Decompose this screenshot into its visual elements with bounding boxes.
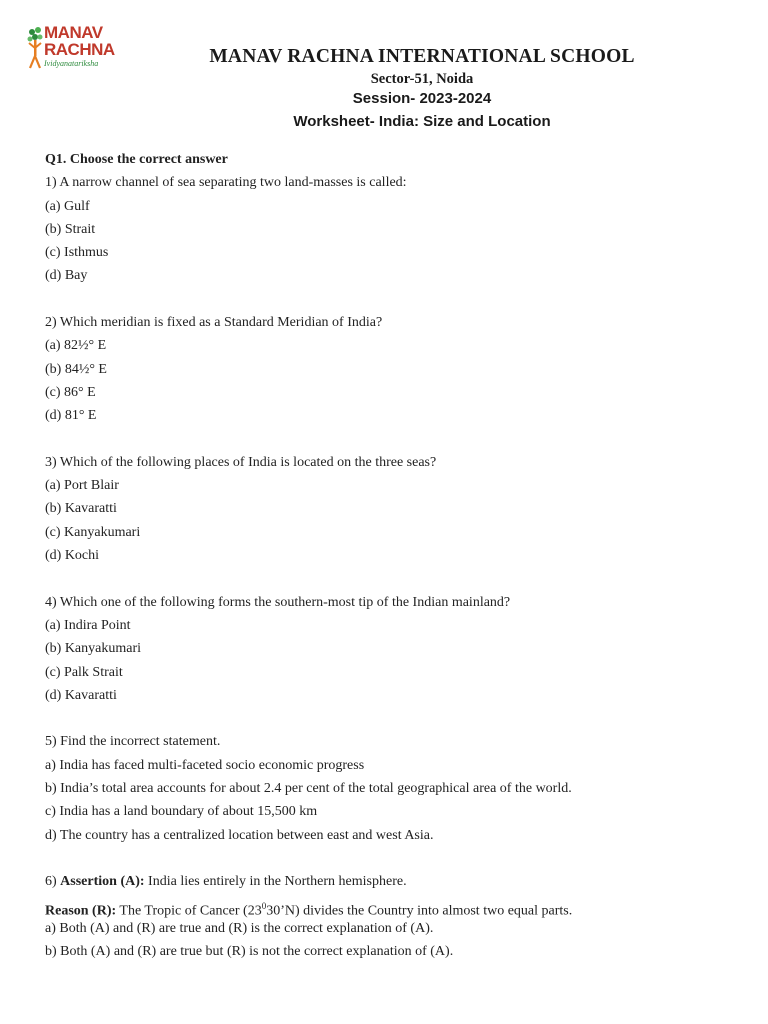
option: (b) 84½° E xyxy=(45,361,107,377)
question-4: 4) Which one of the following forms the southern-most tip of the Indian mainland? xyxy=(45,594,511,610)
option: (d) Kochi xyxy=(45,548,100,564)
school-name: MANAV RACHNA INTERNATIONAL SCHOOL xyxy=(209,46,635,67)
option: (c) Palk Strait xyxy=(45,664,123,680)
question-3: 3) Which of the following places of India is located on the three seas? xyxy=(45,454,437,470)
logo-tagline: Ividyanatariksha xyxy=(44,59,99,68)
worksheet-body xyxy=(45,150,745,965)
option: (d) Kavaratti xyxy=(45,687,117,703)
question-6-reason: Reason (R): The Tropic of Cancer $(23^030’N)$ divides the Country into almost two equal parts. xyxy=(45,900,573,919)
option: b) Both (A) and (R) are true but (R) is not the correct explanation of (A). xyxy=(45,944,454,960)
option: d) The country has a centralized location between east and west Asia. xyxy=(45,827,434,843)
question-2: 2) Which meridian is fixed as a Standard Meridian of India? xyxy=(45,315,383,331)
assertion-label: Assertion (A): xyxy=(60,874,145,890)
worksheet-title: Worksheet- India: Size and Location xyxy=(293,113,551,130)
option: (a) Port Blair xyxy=(45,478,119,494)
section-heading: Q1. Choose the correct answer xyxy=(45,152,228,167)
school-location: Sector-51, Noida xyxy=(370,71,474,87)
question-5: 5) Find the incorrect statement. xyxy=(45,734,221,750)
option: (b) Kavaratti xyxy=(45,501,117,517)
session-title: Session- 2023-2024 xyxy=(352,90,492,107)
reason-label: Reason (R): xyxy=(45,903,117,919)
option: c) India has a land boundary of about 15,500 km xyxy=(45,804,318,820)
option: (a) Indira Point xyxy=(45,617,131,633)
question-1: 1) A narrow channel of sea separating two land-masses is called: xyxy=(45,175,407,191)
option: (c) 86° E xyxy=(45,384,96,400)
option: (d) 81° E xyxy=(45,408,97,424)
option: b) India’s total area accounts for about 2.4 per cent of the total geographical area of the world. xyxy=(45,781,572,797)
option: (d) Bay xyxy=(45,268,88,284)
option: a) India has faced multi-faceted socio economic progress xyxy=(45,757,365,773)
logo-line1: MANAV xyxy=(44,23,103,42)
question-6-assertion: 6) Assertion (A): India lies entirely in the Northern hemisphere. xyxy=(45,874,407,890)
option: (c) Isthmus xyxy=(45,245,109,261)
logo-line2: RACHNA xyxy=(44,40,115,59)
question-number: 1) xyxy=(45,175,57,191)
option: (c) Kanyakumari xyxy=(45,524,141,540)
option: (a) Gulf xyxy=(45,198,90,214)
question-number: 6) xyxy=(45,874,57,890)
option: (a) 82½° E xyxy=(45,338,107,354)
option: a) Both (A) and (R) are true and (R) is the correct explanation of (A). xyxy=(45,920,434,936)
option: (b) Kanyakumari xyxy=(45,641,142,657)
option: (b) Strait xyxy=(45,221,96,237)
